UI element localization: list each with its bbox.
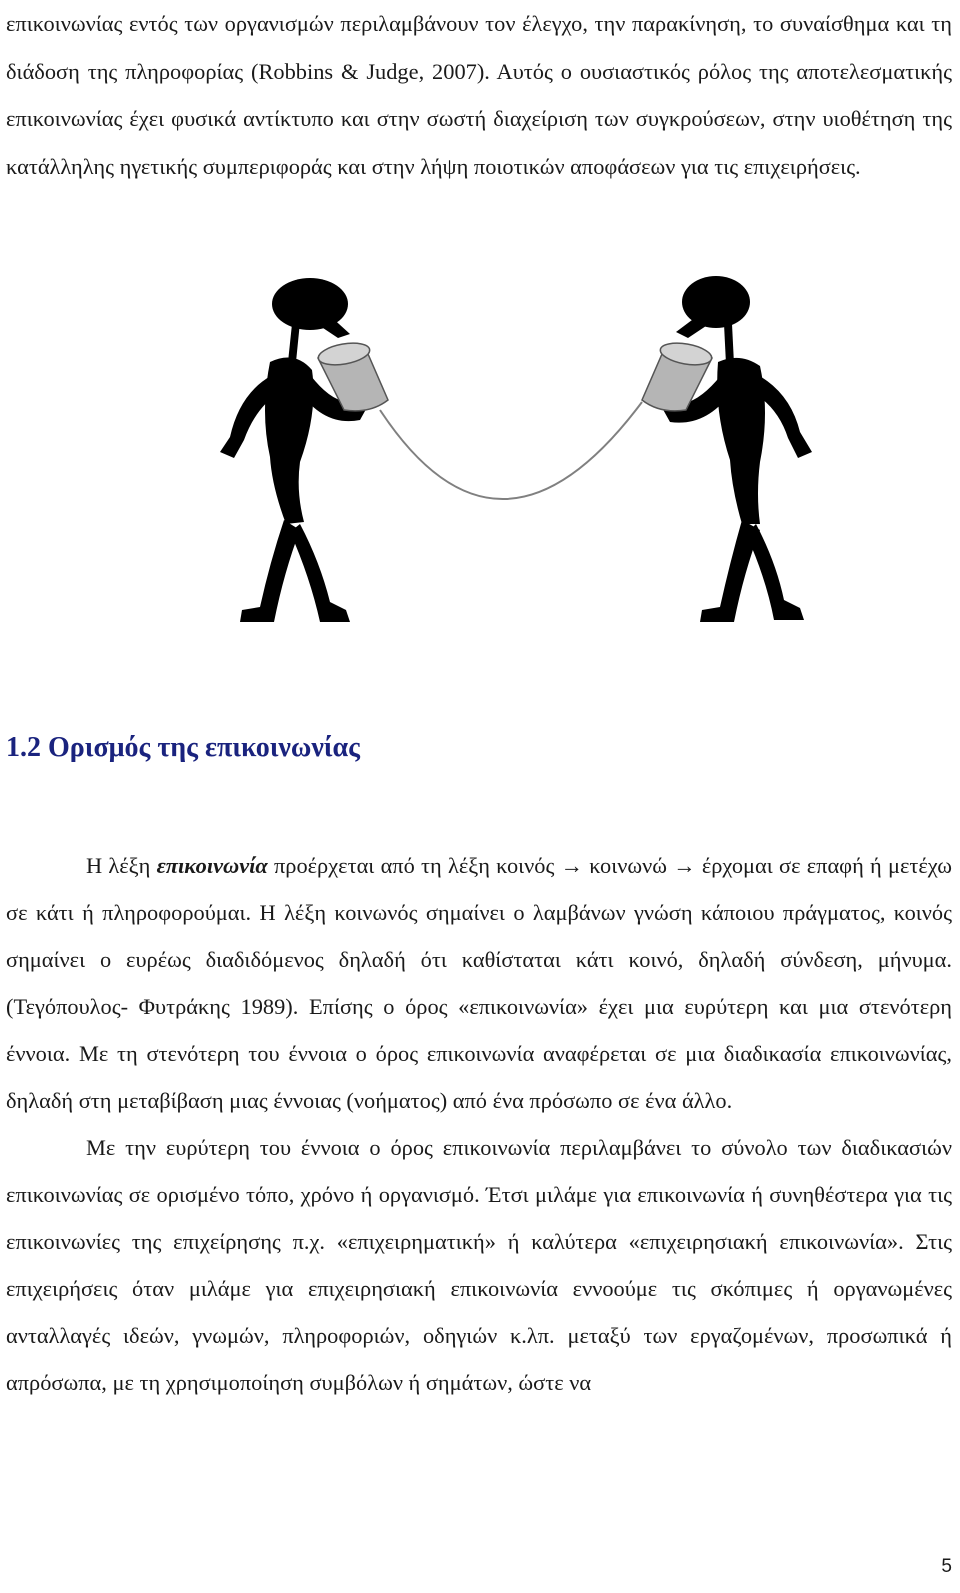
definition-section [6,842,952,1406]
right-figure [652,276,812,622]
term-epikoinonia: επικοινωνία [156,853,268,878]
left-figure [220,278,378,622]
section-heading: 1.2 Ορισμός της επικοινωνίας [6,732,360,763]
definition-paragraph-2: Με την ευρύτερη του έννοια ο όρος επικοινωνία περιλαμβάνει το σύνολο των διαδικασιών επικοινωνίας σε ορισμένο τόπο, χρόνο ή οργανισμό. Έτσι μιλάμε για επικοινωνία ή συνηθέστερα για τις επικοινωνίες της επιχείρησης π.χ. «επιχειρηματική» ή καλύτερα «επιχειρησιακή επικοινωνία». Στις επιχειρήσεις όταν μιλάμε για επιχειρησιακή επικοινωνία εννοούμε τις σκόπιμες ή οργανωμένες ανταλλαγές ιδεών, γνωμών, πληροφοριών, οδηγιών κ.λπ. μεταξύ των εργαζομένων, προσωπικά ή απρόσωπα, με τη χρησιμοποίηση συμβόλων ή σημάτων, ώστε να [6,1135,952,1395]
p1-rest: προέρχεται από τη λέξη κοινός → κοινωνώ → έρχομαι σε επαφή ή μετέχω σε κάτι ή πληροφορούμαι. Η λέξη κοινωνός σημαίνει ο λαμβάνων γνώση κάποιου πράγματος, κοινός σημαίνει ο ευρέως διαδιδόμενος δηλαδή ότι καθίσταται κάτι κοινό, δηλαδή σύνδεση, μήνυμα.(Τεγόπουλος- Φυτράκης 1989). Επίσης ο όρος «επικοινωνία» έχει μια ευρύτερη και μια στενότερη έννοια. Με τη στενότερη του έννοια ο όρος επικοινωνία αναφέρεται σε μια διαδικασία επικοινωνίας, δηλαδή στη μεταβίβαση μιας έννοιας (νοήματος) από ένα πρόσωπο σε ένα άλλο. [6,853,952,1113]
intro-paragraph [6,0,952,190]
tin-can-telephone-illustration [200,262,840,652]
p1-lead: Η λέξη [86,853,157,878]
intro-text: επικοινωνίας εντός των οργανισμών περιλαμβάνουν τον έλεγχο, την παρακίνηση, το συναίσθημα και τη διάδοση της πληροφορίας (Robbins & Judge, 2007). Αυτός ο ουσιαστικός ρόλος της αποτελεσματικής επικοινωνίας έχει φυσικά αντίκτυπο και στην σωστή διαχείριση των συγκρούσεων, στην υιοθέτηση της κατάλληλης ηγετικής συμπεριφοράς και στην λήψη ποιοτικών αποφάσεων για τις επιχειρήσεις. [6,11,952,179]
string-line [380,402,642,499]
definition-paragraph-1 [6,842,952,1124]
page-number: 5 [941,1556,952,1577]
